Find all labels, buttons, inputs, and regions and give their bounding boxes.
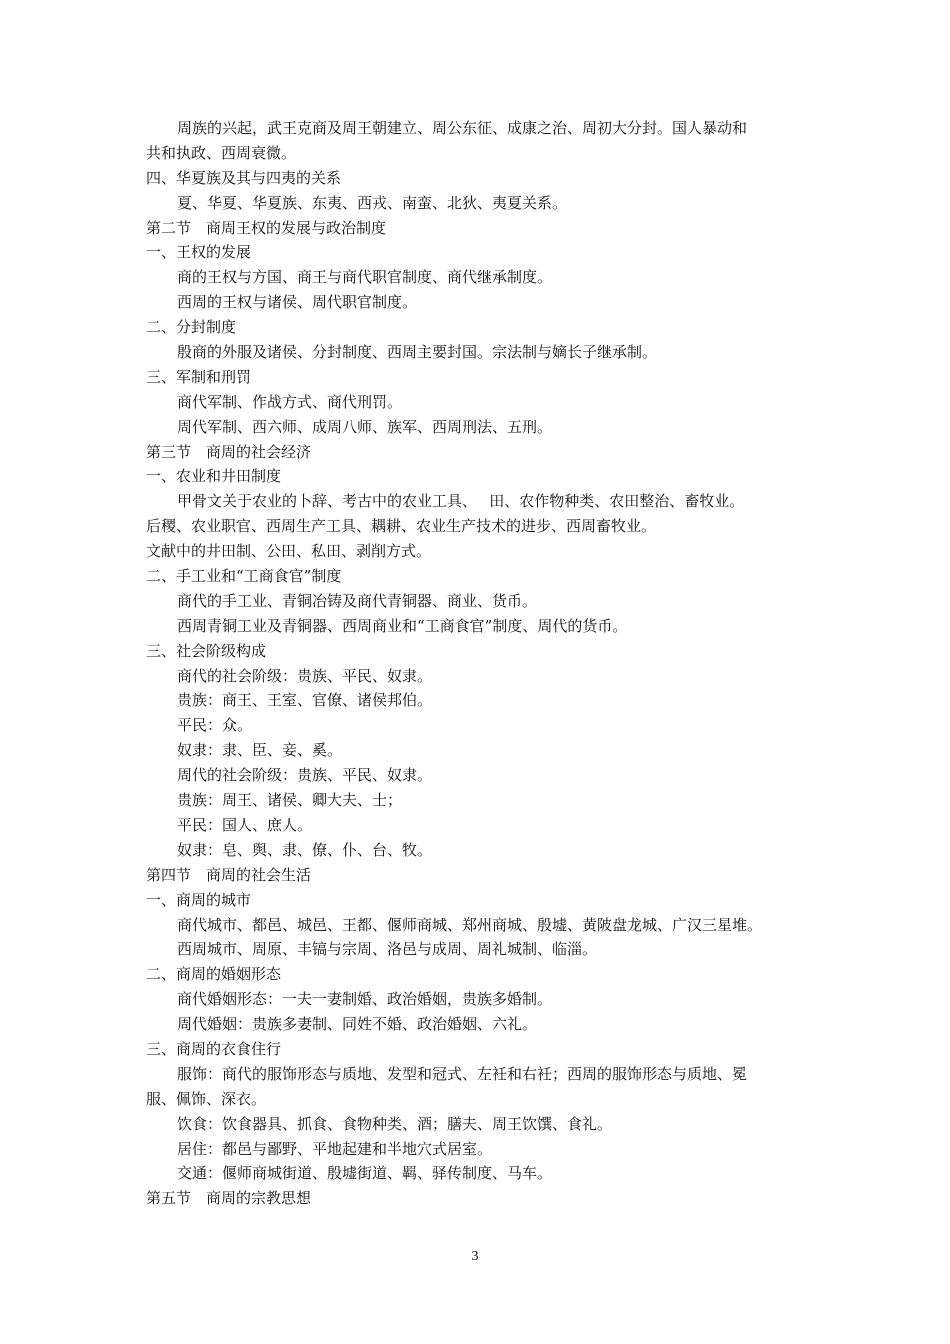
page-number: 3 [471, 1249, 479, 1264]
text-line: 周代婚姻：贵族多妻制、同姓不婚、政治婚姻、六礼。 [177, 1015, 538, 1034]
text-line: 四、华夏族及其与四夷的关系 [146, 168, 342, 187]
text-line: 二、商周的婚姻形态 [146, 965, 282, 984]
text-line: 居住：都邑与鄙野、平地起建和半地穴式居室。 [177, 1139, 493, 1158]
text-line: 一、王权的发展 [146, 243, 252, 262]
text-line: 饮食：饮食器具、抓食、食物种类、酒；膳夫、周王饮馔、食礼。 [177, 1114, 613, 1133]
text-line: 服饰：商代的服饰形态与质地、发型和冠式、左衽和右衽；西周的服饰形态与质地、冕 [177, 1064, 748, 1083]
text-line: 奴隶：皂、舆、隶、僚、仆、台、牧。 [177, 840, 433, 859]
text-line: 周族的兴起，武王克商及周王朝建立、周公东征、成康之治、周初大分封。国人暴动和 [177, 119, 748, 137]
text-line: 贵族：周王、诸侯、卿大夫、士； [177, 791, 403, 810]
text-line: 商代军制、作战方式、商代刑罚。 [177, 392, 403, 411]
text-line: 三、社会阶级构成 [146, 641, 267, 660]
text-line: 二、分封制度 [146, 318, 237, 337]
text-line: 西周青铜工业及青铜器、西周商业和“工商食官”制度、周代的货币。 [177, 616, 628, 635]
text-line: 一、农业和井田制度 [146, 467, 282, 486]
page-body [146, 116, 812, 1211]
text-line: 西周的王权与诸侯、周代职官制度。 [177, 293, 418, 312]
text-line: 夏、华夏、华夏族、东夷、西戎、南蛮、北狄、夷夏关系。 [177, 193, 568, 212]
text-line: 贵族：商王、王室、官僚、诸侯邦伯。 [177, 691, 433, 710]
text-line: 服、佩饰、深衣。 [146, 1089, 267, 1108]
text-line: 第四节 商周的社会生活 [146, 865, 312, 884]
text-line: 文献中的井田制、公田、私田、剥削方式。 [146, 542, 432, 561]
text-line: 商的王权与方国、商王与商代职官制度、商代继承制度。 [177, 268, 553, 287]
text-line: 商代的手工业、青铜冶铸及商代青铜器、商业、货币。 [177, 591, 538, 610]
text-line: 第五节 商周的宗教思想 [146, 1189, 312, 1208]
text-line: 共和执政、西周衰微。 [146, 143, 297, 162]
text-line: 西周城市、周原、丰镐与宗周、洛邑与成周、周礼城制、临淄。 [177, 940, 598, 959]
text-line: 殷商的外服及诸侯、分封制度、西周主要封国。宗法制与嫡长子继承制。 [177, 343, 658, 362]
text-line: 交通：偃师商城街道、殷墟街道、羁、驿传制度、马车。 [177, 1164, 553, 1183]
text-line: 平民：众。 [177, 716, 253, 735]
text-line: 周代军制、西六师、成周八师、族军、西周刑法、五刑。 [177, 417, 553, 436]
text-line: 第三节 商周的社会经济 [146, 442, 312, 461]
text-line: 奴隶：隶、臣、妾、奚。 [177, 741, 343, 760]
text-line: 甲骨文关于农业的卜辞、考古中的农业工具、 田、农作物种类、农田整治、畜牧业。 [177, 492, 745, 511]
text-line: 二、手工业和“工商食官”制度 [146, 567, 342, 586]
text-line: 三、军制和刑罚 [146, 367, 252, 386]
text-line: 商代婚姻形态：一夫一妻制婚、政治婚姻，贵族多婚制。 [177, 990, 553, 1009]
text-line: 后稷、农业职官、西周生产工具、耦耕、农业生产技术的进步、西周畜牧业。 [146, 517, 657, 536]
text-line: 一、商周的城市 [146, 890, 252, 909]
text-line: 第二节 商周王权的发展与政治制度 [146, 218, 387, 237]
text-line: 商代的社会阶级：贵族、平民、奴隶。 [177, 666, 433, 685]
text-line: 三、商周的衣食住行 [146, 1039, 282, 1058]
text-line: 商代城市、都邑、城邑、王都、偃师商城、郑州商城、殷墟、黄陂盘龙城、广汉三星堆。 [177, 915, 763, 934]
text-line: 周代的社会阶级：贵族、平民、奴隶。 [177, 766, 433, 785]
text-line: 平民：国人、庶人。 [177, 815, 313, 834]
